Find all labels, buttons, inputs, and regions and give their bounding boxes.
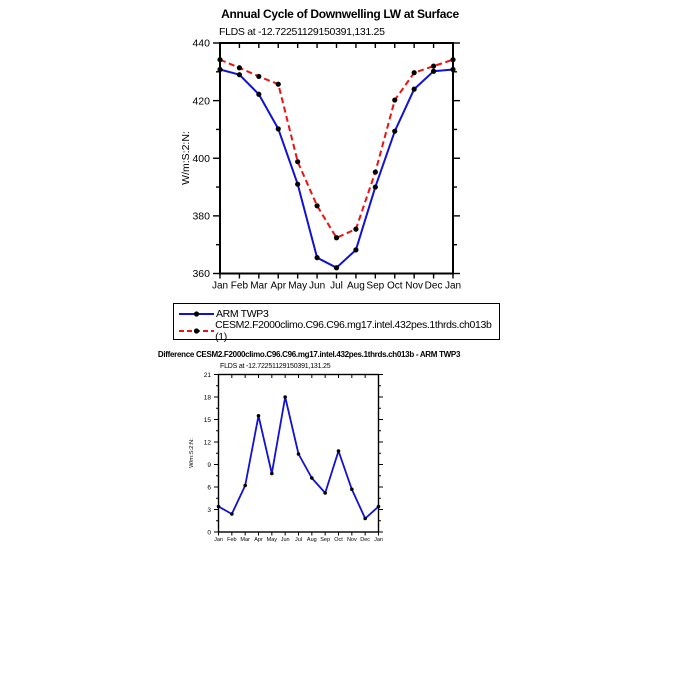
legend-line-sample-icon (177, 307, 215, 321)
data-point-marker (230, 512, 234, 516)
y-tick-label: 15 (203, 416, 211, 424)
x-tick-label: Sep (320, 537, 331, 543)
data-point-marker (276, 126, 281, 131)
y-tick-label: 6 (207, 484, 211, 492)
data-point-marker (270, 472, 274, 476)
data-point-marker (314, 255, 319, 260)
y-tick-label: 440 (192, 37, 210, 50)
data-point-marker (217, 67, 222, 72)
y-tick-label: 380 (192, 210, 210, 223)
x-tick-label: Nov (346, 537, 357, 543)
x-tick-label: Jan (444, 280, 462, 292)
y-tick-label: 18 (203, 394, 211, 402)
data-point-marker (310, 476, 314, 480)
annual-cycle-plot (192, 38, 461, 292)
y-tick-label: 0 (207, 529, 211, 537)
x-tick-label: Feb (227, 537, 237, 543)
data-point-marker (450, 67, 455, 72)
x-tick-label: Jul (294, 537, 303, 543)
y-tick-label: 420 (192, 95, 210, 108)
data-point-marker (295, 182, 300, 187)
data-point-marker (412, 70, 417, 75)
x-tick-label: Dec (424, 280, 443, 292)
data-point-marker (412, 87, 417, 92)
main-y-axis-label: W/m:S:2:N: (180, 131, 192, 185)
data-point-marker (276, 82, 281, 87)
diff-chart-title: Difference CESM2.F2000climo.C96.C96.mg17.intel.432pes.1thrds.ch013b - ARM TWP3 (157, 350, 461, 359)
x-tick-label: Jun (280, 537, 290, 543)
data-point-marker (237, 65, 242, 70)
main-chart-subtitle: FLDS at -12.72251129150391,131.25 (219, 26, 385, 38)
x-tick-label: Sep (366, 280, 385, 292)
x-tick-label: Aug (306, 537, 317, 543)
data-point-marker (431, 69, 436, 74)
y-tick-label: 360 (192, 268, 210, 281)
x-tick-label: Apr (254, 537, 263, 543)
x-tick-label: Jan (211, 280, 229, 292)
x-tick-label: Oct (386, 280, 403, 292)
y-tick-label: 9 (207, 461, 211, 469)
data-point-marker (353, 227, 358, 232)
x-tick-label: May (266, 537, 278, 543)
data-point-marker (256, 74, 261, 79)
x-tick-label: Jun (309, 280, 326, 292)
data-point-marker (257, 414, 261, 418)
difference-plot (204, 372, 383, 543)
x-tick-label: May (288, 280, 308, 292)
x-tick-label: Mar (240, 537, 250, 543)
data-point-marker (392, 129, 397, 134)
x-tick-label: Nov (405, 280, 424, 292)
data-point-marker (353, 247, 358, 252)
data-point-marker (283, 395, 287, 399)
data-point-marker (450, 57, 455, 62)
x-tick-label: Jul (330, 280, 343, 292)
legend-line-sample-icon (177, 324, 214, 338)
data-point-marker (373, 169, 378, 174)
y-tick-label: 3 (207, 506, 211, 514)
data-point-marker (237, 72, 242, 77)
data-point-marker (314, 203, 319, 208)
legend (173, 303, 500, 343)
legend-sample-marker (194, 328, 199, 333)
data-point-marker (392, 97, 397, 102)
diff-y-axis-label: W/m:S:2:N: (189, 438, 195, 468)
data-point-marker (323, 491, 327, 495)
y-tick-label: 12 (203, 439, 211, 447)
main-chart-title: Annual Cycle of Downwelling LW at Surface (221, 7, 459, 21)
data-point-marker (297, 452, 301, 456)
x-tick-label: Oct (334, 537, 343, 543)
data-point-marker (431, 63, 436, 68)
x-tick-label: Mar (250, 280, 268, 292)
data-point-marker (363, 517, 367, 521)
legend-entry-cesm2 (177, 318, 499, 343)
x-tick-label: Aug (347, 280, 365, 292)
diff-chart-subtitle: FLDS at -12.72251129150391,131.25 (220, 363, 331, 370)
data-point-marker (295, 159, 300, 164)
data-point-marker (337, 449, 341, 453)
x-tick-label: Jan (374, 537, 383, 543)
data-point-marker (377, 505, 381, 509)
data-point-marker (334, 265, 339, 270)
x-tick-label: Apr (270, 280, 287, 292)
x-tick-label: Feb (230, 280, 249, 292)
data-point-marker (217, 505, 221, 509)
data-point-marker (334, 235, 339, 240)
y-tick-label: 21 (203, 371, 211, 379)
y-tick-label: 400 (192, 152, 210, 165)
x-tick-label: Jan (214, 537, 223, 543)
data-point-marker (217, 57, 222, 62)
data-point-marker (243, 484, 247, 488)
legend-label-cesm2: CESM2.F2000climo.C96.C96.mg17.intel.432pes.1thrds.ch013b (1) (215, 318, 492, 343)
data-point-marker (350, 487, 354, 491)
legend-label-arm-twp3: ARM TWP3 (216, 307, 269, 320)
data-point-marker (373, 184, 378, 189)
series-line (219, 397, 379, 519)
legend-sample-marker (194, 311, 199, 316)
x-tick-label: Dec (360, 537, 371, 543)
data-point-marker (256, 92, 261, 97)
